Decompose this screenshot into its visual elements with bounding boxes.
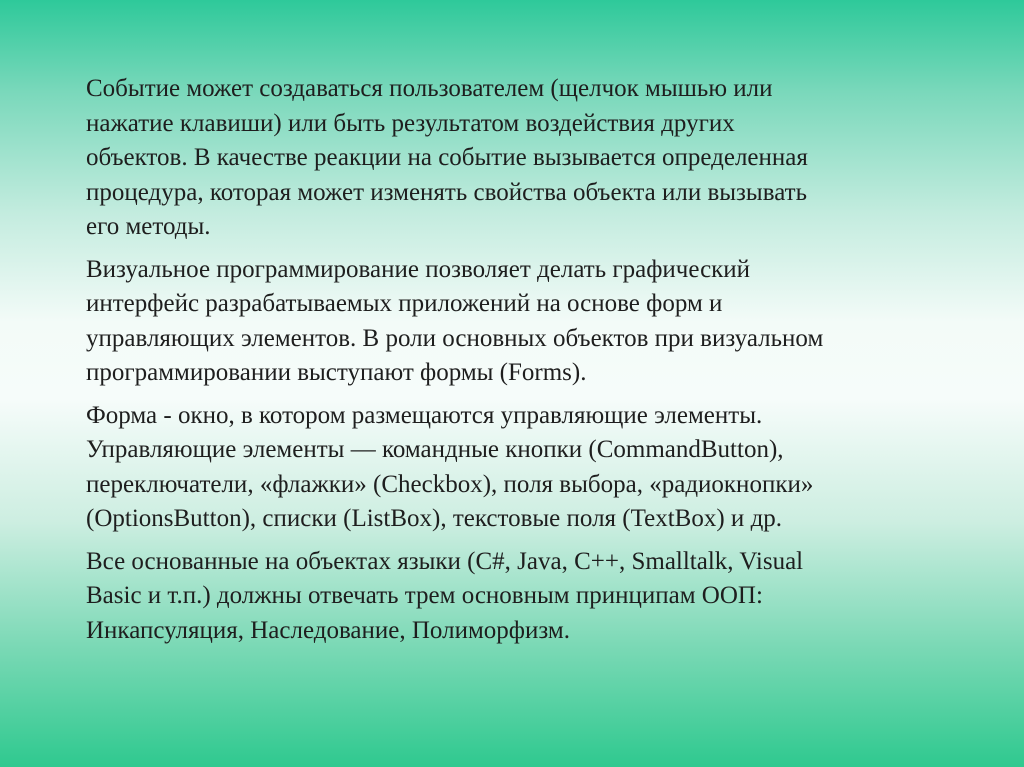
paragraph-events [86, 72, 946, 245]
text-line: программировании выступают формы (Forms). [86, 359, 587, 386]
paragraph-form-controls [86, 399, 946, 537]
text-line: интерфейс разрабатываемых приложений на основе форм и [86, 290, 723, 317]
text-line: (OptionsButton), списки (ListBox), текстовые поля (TextBox) и др. [86, 505, 783, 532]
text-line: нажатие клавиши) или быть результатом воздействия других [86, 109, 735, 137]
text-line: его методы. [86, 213, 211, 240]
text-line: Basic и т.п.) должны отвечать трем основным принципам ООП: [86, 582, 763, 609]
text-line: объектов. В качестве реакции на событие вызывается определенная [86, 144, 808, 171]
text-line: Форма - окно, в котором размещаются управляющие элементы. [86, 401, 763, 429]
text-line: переключатели, «флажки» (Checkbox), поля выбора, «радиокнопки» [86, 470, 814, 498]
text-line: процедура, которая может изменять свойства объекта или вызывать [86, 178, 807, 206]
text-line: Управляющие элементы — командные кнопки (CommandButton), [86, 436, 784, 463]
paragraph-visual-programming [86, 253, 946, 391]
text-line: Инкапсуляция, Наследование, Полиморфизм. [86, 616, 570, 644]
text-line: Визуальное программирование позволяет делать графический [86, 255, 751, 283]
text-line: Все основанные на объектах языки (C#, Java, C++, Smalltalk, Visual [86, 547, 804, 575]
text-line: управляющих элементов. В роли основных объектов при визуальном [86, 324, 824, 352]
slide-body [86, 72, 946, 656]
text-line: Событие может создаваться пользователем (щелчок мышью или [86, 75, 773, 102]
paragraph-oop-principles [86, 545, 946, 649]
